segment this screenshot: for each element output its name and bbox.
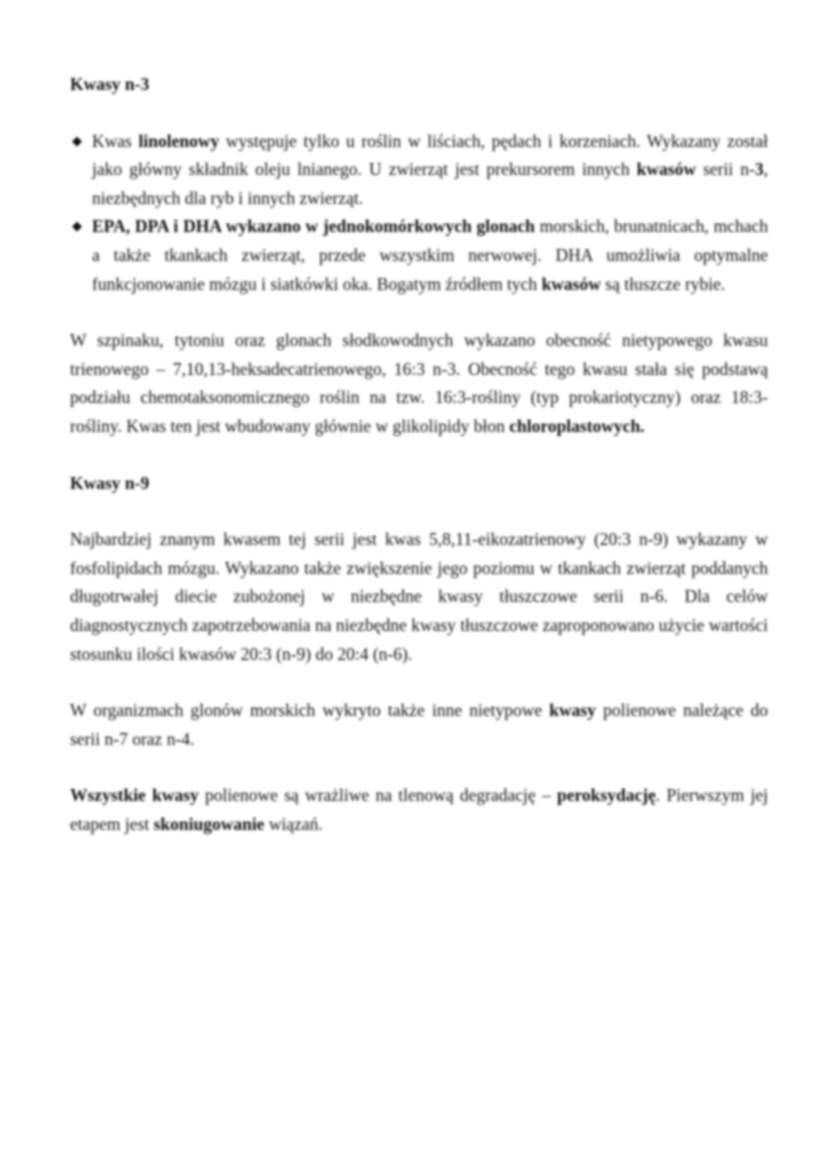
bold-text: Wszystkie kwasy [70,785,199,806]
bold-text: kwasów [541,273,601,294]
bold-text: skoniugowanie [153,813,265,834]
text-run: . Pierwszym jej etapem jest [70,785,768,834]
paragraph [70,326,768,440]
text-run: Najbardziej znanym kwasem tej serii jest kwas 5,8,11-eikozatrienowy (20:3 n-9) wykazany w fosfolipidach mózgu. Wykazano także zwiększenie jego poziomu w tkankach zwierząt poddanych długotrwałej diecie zubożonej w niezbędne kwasy tłuszczowe serii n-6. Dla celów diagnostycznych zapotrzebowania na niezbędne kwasy tłuszczowe zaproponowano użycie wartości stosunku ilości kwasów 20:3 (n-9) do 20:4 (n-6). [70,529,768,664]
bold-text: 3 [754,159,764,180]
bold-text: kwasów [636,159,696,180]
text-run: są tłuszcze rybie. [600,273,726,294]
text-run: W organizmach glonów morskich wykryto także inne nietypowe [70,700,550,721]
document-page [70,70,768,866]
text-run: , niezbędnych dla ryb i innych zwierząt. [92,159,768,208]
bold-text: linolenowy [138,130,220,151]
text-run: wiązań. [264,813,323,834]
text-run: polienowe są wrażliwe na tlenową degradację – [198,785,557,806]
text-run: polienowe należące do serii n-7 oraz n-4. [70,700,768,749]
bullet-list [70,127,768,299]
paragraph [70,696,768,753]
section-heading: Kwasy n-9 [70,472,150,493]
bold-text: peroksydację [556,785,656,806]
section-heading: Kwasy n-3 [70,74,150,94]
text-run: morskich, brunatnicach, mchach a także tkankach zwierząt, przede wszystkim nerwowej. DHA umożliwia optymalne funkcjonowanie mózgu i siatkówki oka. Bogatym źródłem tych [92,216,768,294]
bold-text: EPA, DPA i DHA wykazano w jednokomórkowych glonach [92,216,535,237]
bold-text: kwasy [549,700,596,721]
text-run: serii n- [696,159,755,180]
text-run: W szpinaku, tytoniu oraz glonach słodkowodnych wykazano obecność nietypowego kwasu trienowego – 7,10,13-heksadecatrienowego, 16:3 n-3. Obecność tego kwasu stała się podstawą podziału chemotaksonomicznego roślin na tzw. 16:3-rośliny (typ prokariotyczny) oraz 18:3-rośliny. Kwas ten jest wbudowany głównie w glikolipidy błon [70,330,768,436]
bullet-icon: ◆ [72,132,82,148]
list-item [70,212,768,298]
text-run: Kwas [92,130,139,151]
list-item [70,127,768,213]
bullet-icon: ◆ [72,218,82,234]
paragraph [70,781,768,838]
bold-text: chloroplastowych. [509,415,645,436]
paragraph [70,525,768,668]
text-run: występuje tylko u roślin w liściach, pędach i korzeniach. Wykazany został jako główny składnik oleju lnianego. U zwierząt jest prekursorem innych [92,130,769,180]
